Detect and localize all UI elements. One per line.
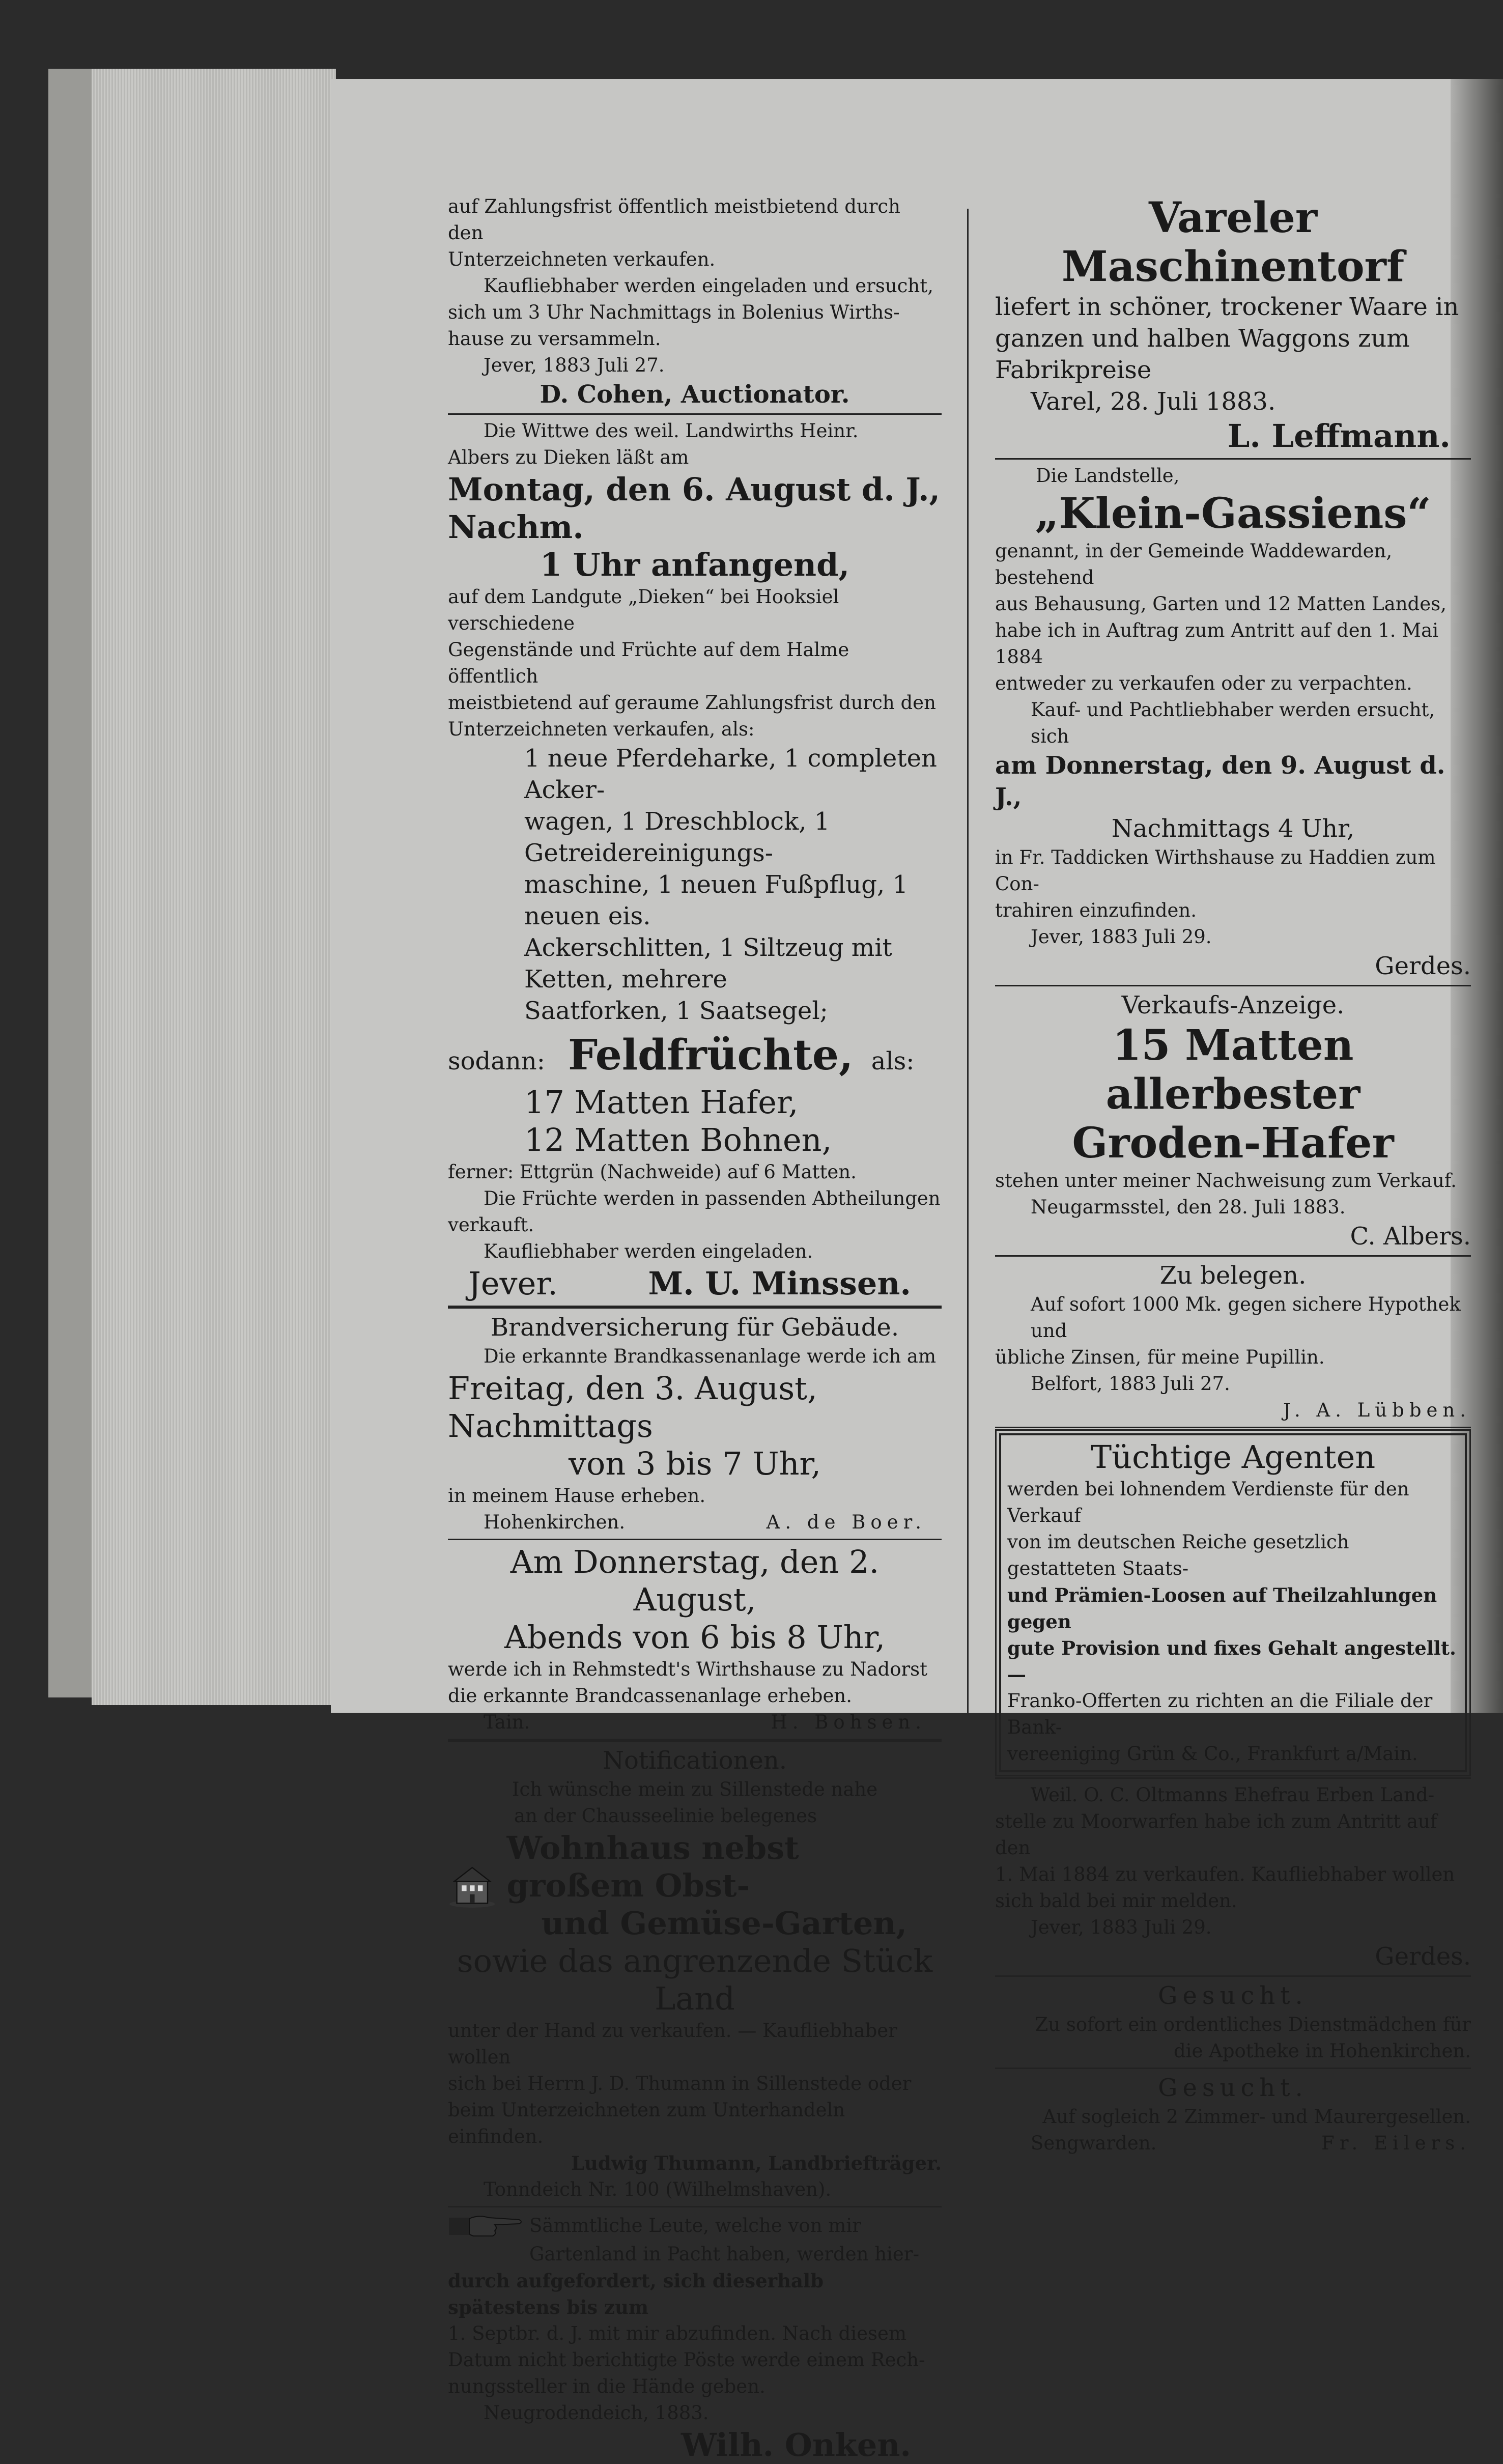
ad-headline: Groden-Hafer [1072,1119,1394,1168]
ad-text-line: Gegenstände und Früchte auf dem Halme öffentlich [448,639,849,687]
ad-text-line: Jever, 1883 Juli 29. [1031,926,1212,948]
ad-text-line: habe ich in Auftrag zum Antritt auf den 1. Mai 1884 [995,619,1439,668]
ad-separator [995,2068,1471,2069]
ad-item-line: wagen, 1 Dreschblock, 1 Getreidereinigungs- [524,807,830,867]
pointing-hand-icon [448,2211,524,2241]
page-stack-edges [92,69,336,1705]
ad-footer [448,1509,942,1536]
ad-text-line: genannt, in der Gemeinde Waddewarden, bestehend [995,540,1393,588]
ad-cohen-auction [448,193,942,410]
ad-headline: 15 Matten allerbester [1105,1021,1360,1119]
ad-text-line: Gartenland in Pacht haben, werden hier- [529,2243,919,2265]
ad-item-line: maschine, 1 neuen Fußpflug, 1 neuen eis. [524,870,909,930]
ad-text-line: von im deutschen Reiche gesetzlich gestatteten Staats- [1007,1531,1349,1579]
ad-signature: J. A. Lübben. [1283,1399,1471,1421]
ad-zu-belegen [995,1260,1471,1424]
ad-text-line: Albers zu Dieken läßt am [448,446,689,468]
ad-text-line: aus Behausung, Garten und 12 Matten Landes, [995,593,1447,615]
ad-text-line: Auf sogleich 2 Zimmer- und Maurergesellen. [1042,2106,1471,2128]
ad-title: Vareler Maschinentorf [1061,193,1405,291]
ad-text-line: stelle zu Moorwarfen habe ich zum Antritt auf den [995,1810,1437,1859]
ad-text-line: sich bald bei mir melden. [995,1890,1237,1912]
ad-agenten-box [999,1433,1467,1772]
ad-text-line: hause zu versammeln. [448,328,661,350]
ad-separator [995,458,1471,460]
ad-house-row [448,1829,942,1942]
ad-text-line: sich bei Herrn J. D. Thumann in Sillenstede oder [448,2073,912,2094]
ad-time-headline: Nachmittags 4 Uhr, [1111,814,1355,843]
ad-separator [448,413,942,415]
ad-signature: Ludwig Thumann, Landbriefträger. [571,2152,942,2174]
ad-verkaufs-anzeige [995,989,1471,1252]
ad-place: Jever. [468,1265,558,1302]
ad-headline: und Gemüse-Garten, [541,1905,908,1942]
ad-headline: sowie das angrenzende Stück Land [457,1942,933,2017]
ad-item-line: Ackerschlitten, 1 Siltzeug mit Ketten, mehrere [524,933,892,994]
ad-feldfruechte-line [448,1031,942,1080]
ad-text-line: 1. Septbr. d. J. mit mir abzufinden. Nach diesem [448,2323,906,2344]
ad-gesucht-dienstmaedchen [995,1980,1471,2064]
ad-text-line: Die Früchte werden in passenden Abtheilungen [484,1187,941,1209]
ad-text-line: Auf sofort 1000 Mk. gegen sichere Hypothek und [1031,1293,1461,1342]
ad-date-headline: am Donnerstag, den 9. August d. J., [995,751,1445,811]
ad-text-line: entweder zu verkaufen oder zu verpachten. [995,672,1412,694]
ad-text-line: Datum nicht berichtigte Pöste werde einem Rech- [448,2349,925,2371]
ad-text-line: Unterzeichneten verkaufen. [448,248,716,270]
ad-time-headline: 1 Uhr anfangend, [540,546,850,583]
ad-text-line: auf Zahlungsfrist öffentlich meistbietend durch den [448,195,900,244]
ad-text-line: 1. Mai 1884 zu verkaufen. Kaufliebhaber wollen [995,1863,1455,1885]
ad-text-line: Kauf- und Pachtliebhaber werden ersucht, sich [1031,699,1435,747]
ad-text-line: trahiren einzufinden. [995,899,1197,921]
ad-signature: C. Albers. [1350,1222,1471,1251]
ad-separator [995,1975,1471,1977]
ad-als: als: [871,1047,915,1075]
ad-footer [448,1265,942,1302]
ad-title: Gesucht. [1158,2074,1308,2102]
ad-text-line: Neugrodendeich, 1883. [484,2402,709,2424]
ad-place: Varel, 28. Juli 1883. [1031,387,1276,416]
ad-text-line: ganzen und halben Waggons zum [995,324,1410,353]
ad-text-line: Sämmtliche Leute, welche von mir [529,2215,861,2236]
ad-date-headline: Freitag, den 3. August, Nachmittags [448,1370,817,1445]
right-column [995,193,1471,2157]
ad-text-line: und Prämien-Loosen auf Theilzahlungen gegen [1007,1584,1437,1633]
ad-item-line: 1 neue Pferdeharke, 1 completen Acker- [524,744,937,804]
ad-signature: A. de Boer. [766,1511,926,1533]
ad-text-line: Fabrikpreise [995,356,1152,384]
ad-text-line: ferner: Ettgrün (Nachweide) auf 6 Matten. [448,1161,857,1183]
ad-text-line: Jever, 1883 Juli 29. [1031,1916,1212,1938]
ad-text-line: meistbietend auf geraume Zahlungsfrist durch den [448,692,936,714]
ad-text-line: auf dem Landgute „Dieken“ bei Hooksiel verschiedene [448,586,839,634]
ad-feldfruechte-headline: Feldfrüchte, [568,1031,854,1080]
column-divider [967,209,969,1715]
ad-text-line: Zu sofort ein ordentliches Dienstmädchen für [1035,2014,1471,2035]
ad-text-line: verkauft. [448,1214,534,1236]
ad-text-line: durch aufgefordert, sich dieserhalb spätestens bis zum [448,2270,824,2318]
ad-text-line: vereeniging Grün & Co., Frankfurt a/Main. [1007,1743,1418,1765]
ad-title: Zu belegen. [1159,1261,1307,1290]
ad-separator [448,2206,942,2207]
ad-signature: M. U. Minssen. [648,1265,911,1302]
ad-headline: Wohnhaus nebst großem Obst- [506,1829,799,1904]
ad-text-line: an der Chausseelinie belegenes [514,1805,817,1827]
house-icon [448,1858,497,1914]
ad-separator [995,985,1471,986]
ad-sodann: sodann: [448,1047,545,1075]
ad-separator [448,1739,942,1742]
ad-brandversicherung [448,1312,942,1536]
ad-item-line: Saatforken, 1 Saatsegel; [524,997,828,1025]
ad-place: Sengwarden. [1031,2132,1157,2154]
ad-gesucht-gesellen [995,2072,1471,2157]
ad-text-line: liefert in schöner, trockener Waare in [995,293,1459,321]
ad-onken [448,2211,942,2464]
ad-separator [995,1427,1471,1428]
ad-separator [995,1777,1471,1779]
ad-text-line: gute Provision und fixes Gehalt angestellt. — [1007,1637,1456,1686]
ad-albers-auction [448,418,942,1302]
ad-signature: Wilh. Onken. [680,2426,911,2463]
ad-text-line: Kaufliebhaber werden eingeladen. [484,1240,813,1262]
ad-text-line: Weil. O. C. Oltmanns Ehefrau Erben Land- [1031,1784,1435,1806]
ad-title: Tüchtige Agenten [1090,1438,1376,1476]
ad-text-line: Belfort, 1883 Juli 27. [1031,1373,1230,1395]
ad-text-line: stehen unter meiner Nachweisung zum Verkauf. [995,1170,1457,1192]
ad-signature: Gerdes. [1375,1942,1471,1971]
ad-separator [448,1306,942,1309]
ad-time-headline: von 3 bis 7 Uhr, [568,1445,821,1482]
ad-crop-line: 17 Matten Hafer, [524,1084,799,1121]
ad-text-line: sich um 3 Uhr Nachmittags in Bolenius Wirths- [448,301,900,323]
ad-crop-line: 12 Matten Bohnen, [524,1121,832,1158]
ad-time-headline: Abends von 6 bis 8 Uhr, [504,1619,886,1656]
left-column [448,193,942,2464]
ad-separator [448,1539,942,1540]
ad-signature: Fr. Eilers. [1321,2132,1471,2154]
ad-text-line: Kaufliebhaber werden eingeladen und ersucht, [484,275,933,297]
ad-klein-gassiens [995,463,1471,982]
ad-date-headline: Montag, den 6. August d. J., Nachm. [448,471,941,546]
ad-date-headline: Am Donnerstag, den 2. August, [510,1543,880,1618]
ad-text-line: in meinem Hause erheben. [448,1485,706,1507]
ad-title: Verkaufs-Anzeige. [1121,991,1345,1019]
ad-text-line: werde ich in Rehmstedt's Wirthshause zu Nadorst [448,1658,928,1680]
ad-signature: L. Leffmann. [1227,417,1451,455]
ad-headline: „Klein-Gassiens“ [1035,489,1431,538]
ad-oltmanns [995,1782,1471,1972]
ad-separator [995,1255,1471,1257]
ad-text-line: Ich wünsche mein zu Sillenstede nahe [512,1778,878,1800]
ad-thumann-notification [448,1745,942,2203]
ad-text-line: Die Landstelle, [1036,465,1180,487]
ad-signature: D. Cohen, Auctionator. [540,380,850,409]
ad-signature: Gerdes. [1375,952,1471,980]
ad-text-line: die Apotheke in Hohenkirchen. [1173,2040,1471,2062]
ad-text-line: Neugarmsstel, den 28. Juli 1883. [1031,1196,1346,1218]
ad-text-line: unter der Hand zu verkaufen. — Kaufliebhaber wollen [448,2020,897,2068]
ad-text-line: Die Wittwe des weil. Landwirths Heinr. [484,420,859,442]
ad-text-line: Die erkannte Brandkassenanlage werde ich am [484,1345,937,1367]
ad-text-line: beim Unterzeichneten zum Unterhandeln einfinden. [448,2099,845,2147]
ad-signature: H. Bohsen. [771,1711,926,1733]
ad-text-line: nungssteller in die Hände geben. [448,2375,765,2397]
ad-place: Tain. [484,1711,530,1733]
ad-title: Notificationen. [602,1746,787,1775]
ad-vareler-torf [995,193,1471,455]
ad-place: Hohenkirchen. [484,1511,626,1533]
ad-footer [448,1709,942,1736]
ad-footer [995,2130,1471,2157]
ad-hand-row [448,2211,942,2241]
ad-text-line: Jever, 1883 Juli 27. [484,354,665,376]
ad-title: Brandversicherung für Gebäude. [490,1313,899,1342]
ad-text-line: die erkannte Brandcassenanlage erheben. [448,1685,852,1707]
ad-bohsen [448,1543,942,1736]
ad-address: Tonndeich Nr. 100 (Wilhelmshaven). [484,2178,832,2200]
ad-text-line: Franko-Offerten zu richten an die Filiale der Bank- [1007,1690,1433,1738]
ad-text-line: werden bei lohnendem Verdienste für den Verkauf [1007,1478,1409,1526]
ad-text-line: übliche Zinsen, für meine Pupillin. [995,1346,1325,1368]
ad-text-line: Unterzeichneten verkaufen, als: [448,718,755,740]
ad-text-line: in Fr. Taddicken Wirthshause zu Haddien zum Con- [995,846,1436,895]
ad-title: Gesucht. [1158,1981,1308,2010]
